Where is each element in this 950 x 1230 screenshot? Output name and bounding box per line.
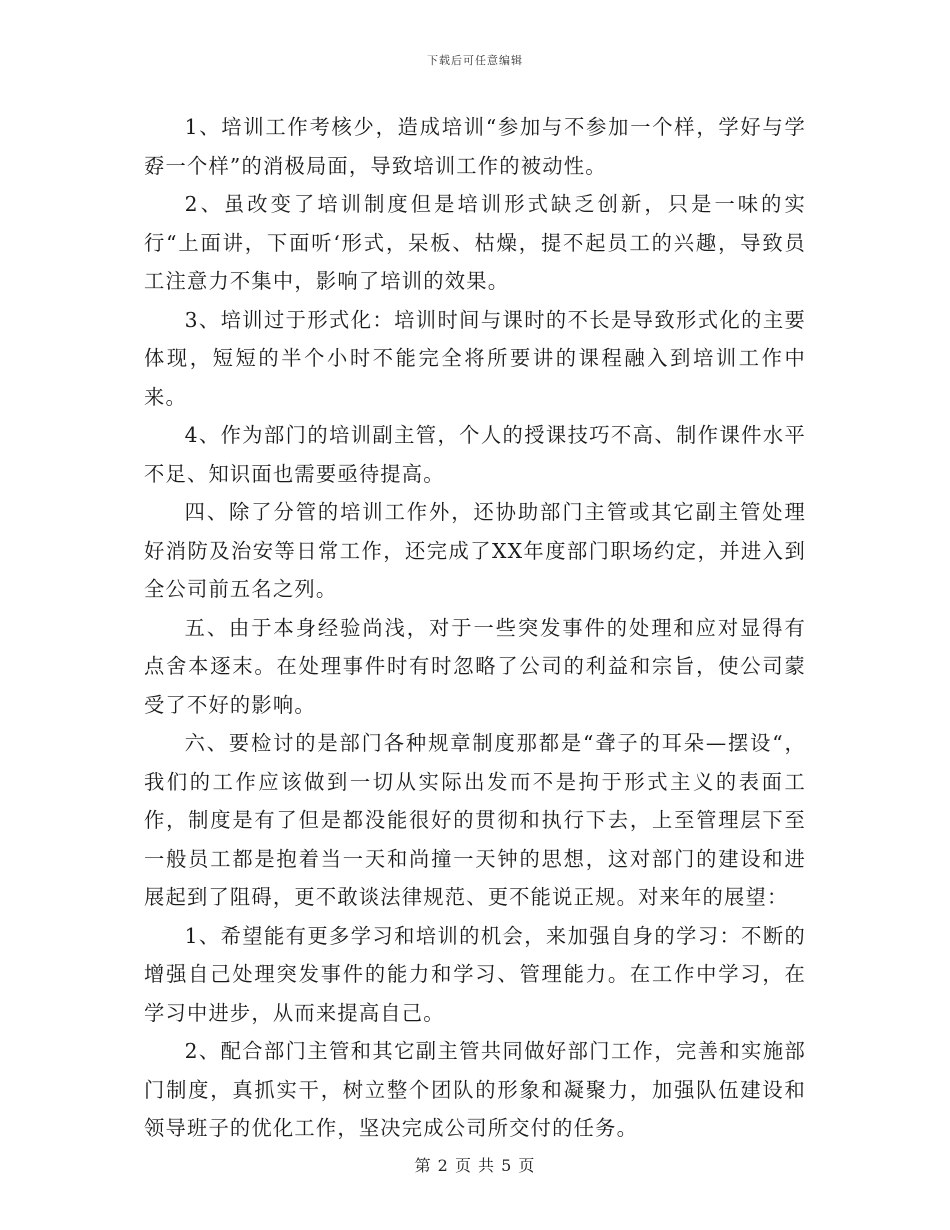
- paragraph-section-6: 六、要检讨的是部门各种规章制度那都是“聋子的耳朵—摆设“，我们的工作应该做到一切从实际出发而不是拘于形式主义的表面工作，制度是有了但是都没能很好的贯彻和执行下去，上至管理层下至一般员工都是抱着当一天和尚撞一天钟的思想，这对部门的建设和进展起到了阻碍，更不敢谈法律规范、更不能说正规。对来年的展望：: [144, 731, 806, 909]
- paragraph-item-3: 3、培训过于形式化：培训时间与课时的不长是导致形式化的主要体现，短短的半个小时不能完全将所要讲的课程融入到培训工作中来。: [144, 307, 806, 409]
- page-header: 下载后可任意编辑: [427, 54, 523, 67]
- paragraph-item-4: 4、作为部门的培训副主管，个人的授课技巧不高、制作课件水平不足、知识面也需要亟待提高。: [144, 423, 806, 486]
- paragraph-section-5: 五、由于本身经验尚浅，对于一些突发事件的处理和应对显得有点舍本逐末。在处理事件时有时忽略了公司的利益和宗旨，使公司蒙受了不好的影响。: [144, 615, 806, 717]
- paragraph-section-4: 四、除了分管的培训工作外，还协助部门主管或其它副主管处理好消防及治安等日常工作，还完成了XX年度部门职场约定，并进入到全公司前五名之列。: [144, 500, 806, 601]
- paragraph-outlook-1: 1、希望能有更多学习和培训的机会，来加强自身的学习：不断的增强自己处理突发事件的能力和学习、管理能力。在工作中学习，在学习中进步，从而来提高自己。: [144, 923, 806, 1025]
- paragraph-outlook-2: 2、配合部门主管和其它副主管共同做好部门工作，完善和实施部门制度，真抓实干，树立整个团队的形象和凝聚力，加强队伍建设和领导班子的优化工作，坚决完成公司所交付的任务。: [144, 1039, 806, 1140]
- document-body: [144, 108, 806, 1148]
- page-number-footer: 第 2 页 共 5 页: [414, 1156, 536, 1175]
- paragraph-item-2: 2、虽改变了培训制度但是培训形式缺乏创新，只是一味的实行“上面讲，下面听‘形式，呆板、枯燥，提不起员工的兴趣，导致员工注意力不集中，影响了培训的效果。: [144, 192, 806, 293]
- paragraph-item-1: 1、培训工作考核少，造成培训“参加与不参加一个样，学好与学孬一个样”的消极局面，导致培训工作的被动性。: [144, 115, 806, 178]
